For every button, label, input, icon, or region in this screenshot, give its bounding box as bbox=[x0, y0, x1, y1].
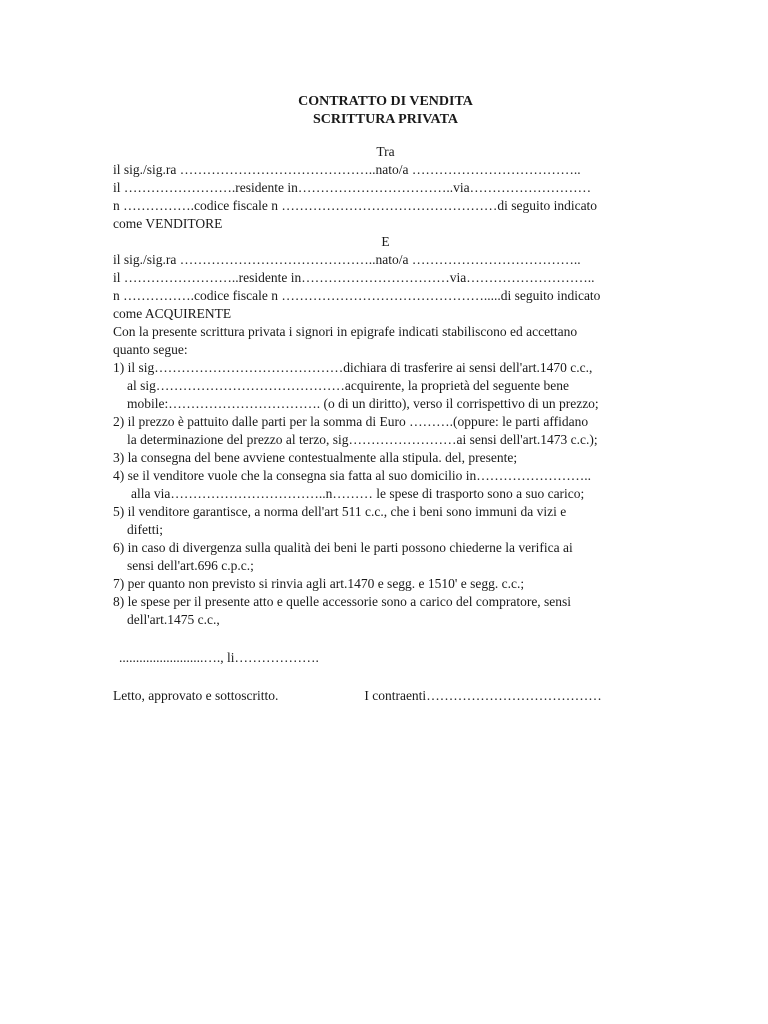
clause-line: mobile:……………………………. (o di un diritto), verso il corrispettivo di un prezzo; bbox=[127, 396, 599, 411]
clause-line: 3) la consegna del bene avviene contestualmente alla stipula. del, presente; bbox=[113, 450, 518, 465]
clause-line: alla via……………………………..n……… le spese di trasporto sono a suo carico; bbox=[131, 486, 585, 501]
intro-text: Tra bbox=[376, 144, 395, 159]
preamble-line: quanto segue: bbox=[113, 342, 188, 357]
parties-signature: I contraenti………………………………… bbox=[364, 688, 602, 703]
clauses-list bbox=[113, 359, 658, 629]
clause-line: 5) il venditore garantisce, a norma dell'art 511 c.c., che i beni sono immuni da vizi e bbox=[113, 504, 567, 519]
contract-document bbox=[113, 93, 658, 705]
place-date-line: .........................…., li………………. bbox=[119, 650, 319, 665]
clause-line: 4) se il venditore vuole che la consegna sia fatta al suo domicilio in…………………….. bbox=[113, 468, 592, 483]
seller-line: il sig./sig.ra ……………………………………..nato/a ……………………………….. bbox=[113, 162, 581, 177]
clause-line: la determinazione del prezzo al terzo, sig……………………ai sensi dell'art.1473 c.c.); bbox=[127, 432, 598, 447]
seller-line: n …………….codice fiscale n …………………………………………di seguito indicato bbox=[113, 198, 598, 213]
clause-line: 2) il prezzo è pattuito dalle parti per la somma di Euro ……….(oppure: le parti affidano bbox=[113, 414, 589, 429]
preamble bbox=[113, 323, 658, 359]
spacer bbox=[113, 667, 658, 687]
buyer-role: come ACQUIRENTE bbox=[113, 306, 232, 321]
spacer bbox=[113, 629, 658, 649]
clause-line: 7) per quanto non previsto si rinvia agli art.1470 e segg. e 1510' e segg. c.c.; bbox=[113, 576, 525, 591]
clause-line: al sig……………………………………acquirente, la proprietà del seguente bene bbox=[127, 378, 570, 393]
document-title: CONTRATTO DI VENDITA bbox=[298, 94, 473, 109]
conjunction-text: E bbox=[381, 234, 390, 249]
buyer-line: n …………….codice fiscale n ……………………………………….....di seguito indicato bbox=[113, 288, 601, 303]
clause-line: 8) le spese per il presente atto e quelle accessorie sono a carico del compratore, sensi bbox=[113, 594, 572, 609]
document-subtitle: SCRITTURA PRIVATA bbox=[312, 112, 459, 127]
clause-line: 1) il sig……………………………………dichiara di trasferire ai sensi dell'art.1470 c.c., bbox=[113, 360, 593, 375]
seller-role: come VENDITORE bbox=[113, 216, 223, 231]
seller-line: il …………………….residente in……………………………..via……………………… bbox=[113, 180, 592, 195]
seller-section bbox=[113, 161, 658, 233]
buyer-line: il ……………………..residente in……………………………via……………………….. bbox=[113, 270, 595, 285]
clause-line: sensi dell'art.696 c.p.c.; bbox=[127, 558, 254, 573]
spacer bbox=[113, 129, 658, 143]
buyer-line: il sig./sig.ra ……………………………………..nato/a ……………………………….. bbox=[113, 252, 581, 267]
clause-line: dell'art.1475 c.c., bbox=[127, 612, 220, 627]
buyer-section bbox=[113, 251, 658, 323]
clause-line: 6) in caso di divergenza sulla qualità dei beni le parti possono chiederne la verifica ai bbox=[113, 540, 573, 555]
preamble-line: Con la presente scrittura privata i signori in epigrafe indicati stabiliscono ed accettano bbox=[113, 324, 578, 339]
signature-line bbox=[113, 687, 658, 705]
clause-line: difetti; bbox=[127, 522, 163, 537]
approval-text: Letto, approvato e sottoscritto. bbox=[113, 688, 279, 703]
